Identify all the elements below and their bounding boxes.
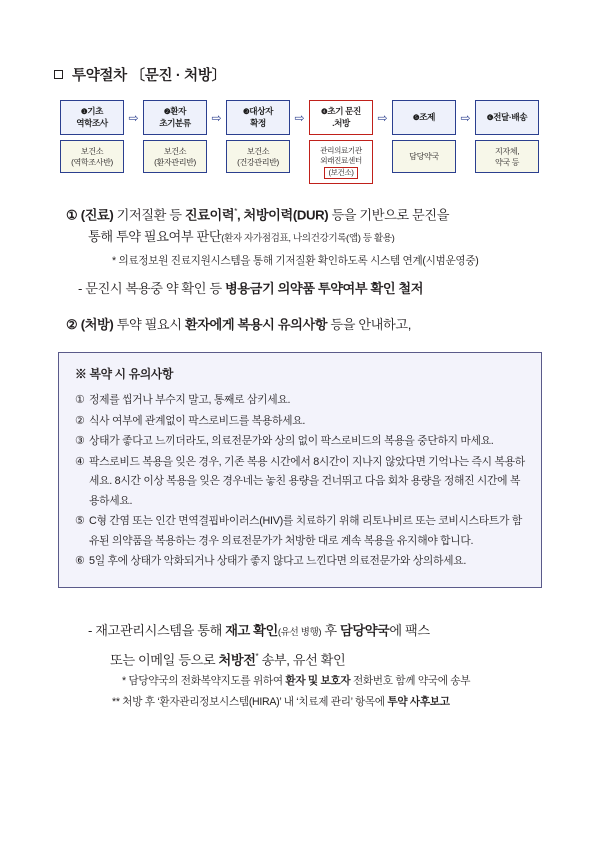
list-item [75, 391, 525, 411]
flow-node-1 [60, 100, 124, 173]
item-2-line: ② (처방) 투약 필요시 환자에게 복용시 유의사항 등을 안내하고, [66, 317, 411, 332]
flow-arrow-4: ⇨ [377, 110, 388, 125]
page-title-text: 투약절차 〔문진 · 처방〕 [72, 68, 226, 84]
square-bullet-icon [54, 70, 63, 79]
flow-node-1-index: ❶ [80, 107, 88, 116]
notice-item-5-number: ⑤ [75, 515, 85, 527]
list-item [75, 432, 525, 452]
item-1-label: (진료) [80, 207, 114, 223]
flow-node-6-owner: 지자체, 약국 등 [475, 140, 539, 173]
flow-node-6-index: ❻ [486, 112, 494, 122]
flow-node-2-owner: 보건소 (환자관리반) [143, 140, 207, 173]
item-1-dash-line: - 문진시 복용중 약 확인 등 병용금기 의약품 투약여부 확인 철저 [78, 281, 424, 296]
flow-node-3-title: ❸대상자 확정 [226, 100, 290, 135]
flow-node-4-index: ❹ [321, 107, 328, 116]
item-1-line-2: 통해 투약 필요여부 판단(환자 자가점검표, 나의건강기록(앱) 등 활용) [88, 229, 395, 244]
flow-node-3-owner: 보건소 (건강관리반) [226, 140, 290, 173]
flow-node-4-title: ❹초기 문진 .처방 [309, 100, 373, 135]
notice-item-2-number: ② [75, 414, 85, 427]
notice-item-4-text: 팍스로비드 복용을 잊은 경우, 기존 복용 시간에서 8시간이 지나지 않았다면 기억나는 즉시 복용하세요. 8시간 이상 복용을 잊은 경우네는 놓친 용량을 건너뛰고 다음 회차 용량을 정해진 시간에 복용하세요. [89, 455, 525, 507]
flow-node-4-owner-boxed: (보건소) [324, 167, 357, 179]
notice-item-2-text: 식사 여부에 관계없이 팍스로비드를 복용하세요. [89, 414, 306, 427]
notice-item-3-number: ③ [75, 435, 85, 447]
flow-node-5 [392, 100, 456, 173]
flow-arrow-3: ⇨ [294, 110, 305, 125]
notice-item-5-text: C형 간염 또는 인간 면역결핍바이러스(HIV)를 치료하기 위해 리토나비르 또는 코비시스타트가 함유된 의약품을 복용하는 경우 의료전문가가 처방한 대로 계속 복용을 유지해야 합니다. [89, 515, 522, 547]
notice-item-1-text: 정제를 씹거나 부수지 말고, 통째로 삼키세요. [89, 394, 291, 406]
medication-notice-box [58, 352, 542, 588]
notice-title: ※ 복약 시 유의사항 [75, 367, 174, 381]
item-3-line-1: - 재고관리시스템을 통해 재고 확인(유선 병행) 후 담당약국에 팩스 [88, 623, 430, 638]
list-item [75, 552, 525, 572]
list-item [75, 412, 525, 432]
flow-node-5-title: ❺조제 [392, 100, 456, 135]
flow-node-4 [309, 100, 373, 184]
flow-node-3-index: ❸ [242, 107, 250, 116]
item-3-dash: - [88, 623, 92, 638]
flow-node-2-index: ❷ [163, 107, 171, 116]
flow-node-6 [475, 100, 539, 173]
item-3-footnote-2: ** 처방 후 ‘환자관리정보시스템(HIRA)’ 내 ‘치료제 관리’ 항목에 투약 사후보고 [112, 696, 450, 708]
flow-node-2-title: ❷환자 초기분류 [143, 100, 207, 135]
notice-list [75, 391, 525, 572]
flow-node-1-title: ❶기초 역학조사 [60, 100, 124, 135]
flow-arrow-5: ⇨ [460, 110, 471, 125]
flow-arrow-1: ⇨ [128, 110, 139, 125]
page-title [54, 64, 226, 85]
flow-node-6-title: ❻전달·배송 [475, 100, 539, 135]
list-item [75, 453, 525, 512]
flow-node-3 [226, 100, 290, 173]
notice-item-3-text: 상태가 좋다고 느끼더라도, 의료전문가와 상의 없이 팍스로비드의 복용을 중단하지 마세요. [89, 435, 494, 447]
item-1-footnote: * 의료정보원 진료지원시스템을 통해 기저질환 확인하도록 시스템 연계(시범운영중) [112, 255, 479, 267]
notice-item-1-number: ① [75, 394, 85, 406]
list-item [75, 512, 525, 551]
item-1-marker: ① [66, 207, 78, 223]
flow-node-4-owner: 관리의료기관 외래진료센터 (보건소) [309, 140, 373, 184]
notice-item-4-number: ④ [75, 455, 85, 468]
item-3-footnote-1: * 담당약국의 전화복약지도를 위하여 환자 및 보호자 전화번호 함께 약국에 송부 [122, 675, 471, 687]
notice-item-6-number: ⑥ [75, 555, 85, 567]
notice-item-6-text: 5일 후에 상태가 악화되거나 상태가 좋지 않다고 느낀다면 의료전문가와 상의하세요. [89, 555, 467, 567]
flow-arrow-2: ⇨ [211, 110, 222, 125]
treatment-flow-diagram [60, 100, 539, 184]
item-1-line-1: ① (진료) 기저질환 등 진료이력*, 처방이력(DUR) 등을 기반으로 문진을 [66, 207, 450, 223]
item-3-line-2: 또는 이메일 등으로 처방전* 송부, 유선 확인 [110, 652, 346, 668]
item-2-marker: ② [66, 317, 78, 332]
flow-node-5-index: ❺ [412, 112, 420, 122]
item-2-label: (처방) [80, 317, 114, 332]
flow-node-1-owner: 보건소 (역학조사반) [60, 140, 124, 173]
flow-node-5-owner: 담당약국 [392, 140, 456, 173]
flow-node-2 [143, 100, 207, 173]
